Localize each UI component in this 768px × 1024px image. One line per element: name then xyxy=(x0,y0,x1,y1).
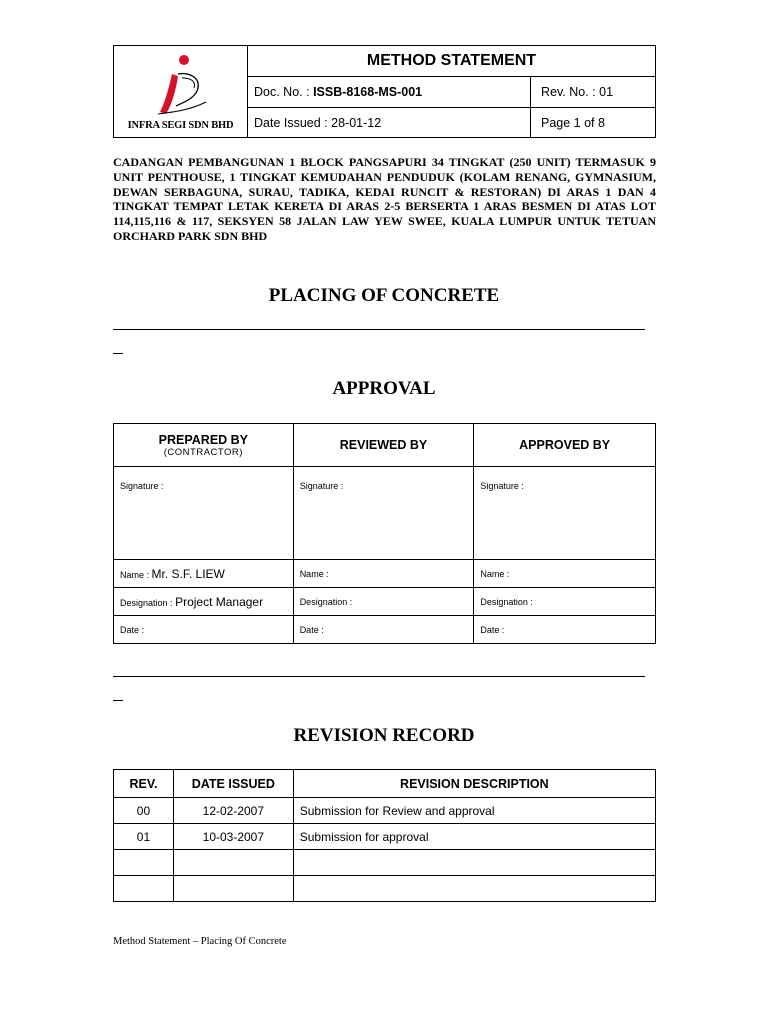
main-title: PLACING OF CONCRETE xyxy=(268,285,500,306)
approved-name-cell: Name : xyxy=(474,560,656,588)
date-issued-value: 28-01-12 xyxy=(331,116,382,130)
reviewed-signature-cell: Signature : xyxy=(293,467,474,560)
project-description: CADANGAN PEMBANGUNAN 1 BLOCK PANGSAPURI 34 TINGKAT (250 UNIT) TERMASUK 9 UNIT PENTHOUSE, 1 TINGKAT KEMUDAHAN PENDUDUK (KOLAM RENANG, GYMNASIUM, DEWAN SERBAGUNA, SURAU, TADIKA, KEDAI RUNCIT & RESTORAN) DI ARAS 1 DAN 4 TINGKAT TEMPAT LETAK KERETA DI ARAS 2-5 BERSERTA 1 ARAS BESMEN DI ATAS LOT 114,115,116 & 117, SEKSYEN 58 JALAN LAW YEW SWEE, KUALA LUMPUR UNTUK TETUAN ORCHARD PARK SDN BHD xyxy=(113,155,656,243)
reviewed-name-cell: Name : xyxy=(293,560,474,588)
rev-no-label: Rev. No. : xyxy=(541,85,596,99)
doc-no-label: Doc. No. : xyxy=(254,85,310,99)
revision-table xyxy=(113,769,656,902)
date-cell: 10-03-2007 xyxy=(173,824,293,850)
description-cell: Submission for Review and approval xyxy=(293,798,655,824)
date-issued-label: Date Issued : xyxy=(254,116,328,130)
description-cell: Submission for approval xyxy=(293,824,655,850)
approved-by-header: APPROVED BY xyxy=(474,424,656,467)
rev-column-header: REV. xyxy=(114,770,174,798)
company-logo-icon xyxy=(154,52,208,118)
prepared-by-label: PREPARED BY xyxy=(158,432,249,447)
description-column-header: REVISION DESCRIPTION xyxy=(293,770,655,798)
revision-heading: REVISION RECORD xyxy=(293,725,475,746)
divider-dash xyxy=(113,353,123,354)
rev-cell xyxy=(114,850,174,876)
reviewed-designation-cell: Designation : xyxy=(293,588,474,616)
doc-number-row xyxy=(248,77,655,108)
page-number: Page 1 of 8 xyxy=(541,116,605,130)
approval-heading: APPROVAL xyxy=(332,378,436,399)
reviewed-date-cell: Date : xyxy=(293,616,474,644)
prepared-date-cell: Date : xyxy=(114,616,294,644)
approved-date-cell: Date : xyxy=(474,616,656,644)
designation-label: Designation : xyxy=(120,597,173,608)
prepared-signature-cell: Signature : xyxy=(114,467,294,560)
divider-line xyxy=(113,329,645,330)
rev-cell xyxy=(114,876,174,902)
reviewed-by-header: REVIEWED BY xyxy=(293,424,474,467)
document-title: METHOD STATEMENT xyxy=(248,46,655,77)
table-row xyxy=(114,850,656,876)
table-row xyxy=(114,876,656,902)
prepared-name-value: Mr. S.F. LIEW xyxy=(151,566,225,581)
description-cell xyxy=(293,850,655,876)
approved-signature-cell: Signature : xyxy=(474,467,656,560)
date-issued-row xyxy=(248,108,655,138)
doc-no-value: ISSB-8168-MS-001 xyxy=(313,85,423,99)
date-cell: 12-02-2007 xyxy=(173,798,293,824)
rev-cell: 01 xyxy=(114,824,174,850)
rev-cell: 00 xyxy=(114,798,174,824)
document-header xyxy=(113,45,656,138)
date-issued-column-header: DATE ISSUED xyxy=(173,770,293,798)
date-cell xyxy=(173,850,293,876)
prepared-designation-value: Project Manager xyxy=(175,594,264,609)
company-logo-cell xyxy=(114,46,248,137)
rev-no-value: 01 xyxy=(599,85,614,99)
prepared-designation-cell xyxy=(114,588,294,616)
page-footer: Method Statement – Placing Of Concrete xyxy=(113,936,287,947)
prepared-by-sub: (CONTRACTOR) xyxy=(163,446,243,458)
approved-designation-cell: Designation : xyxy=(474,588,656,616)
table-row xyxy=(114,824,656,850)
approval-table xyxy=(113,423,656,644)
divider-line xyxy=(113,676,645,677)
date-cell xyxy=(173,876,293,902)
divider-dash xyxy=(113,700,123,701)
table-row xyxy=(114,798,656,824)
prepared-by-header xyxy=(114,424,294,467)
description-cell xyxy=(293,876,655,902)
name-label: Name : xyxy=(120,569,150,580)
prepared-name-cell xyxy=(114,560,294,588)
company-name: INFRA SEGI SDN BHD xyxy=(127,120,234,131)
